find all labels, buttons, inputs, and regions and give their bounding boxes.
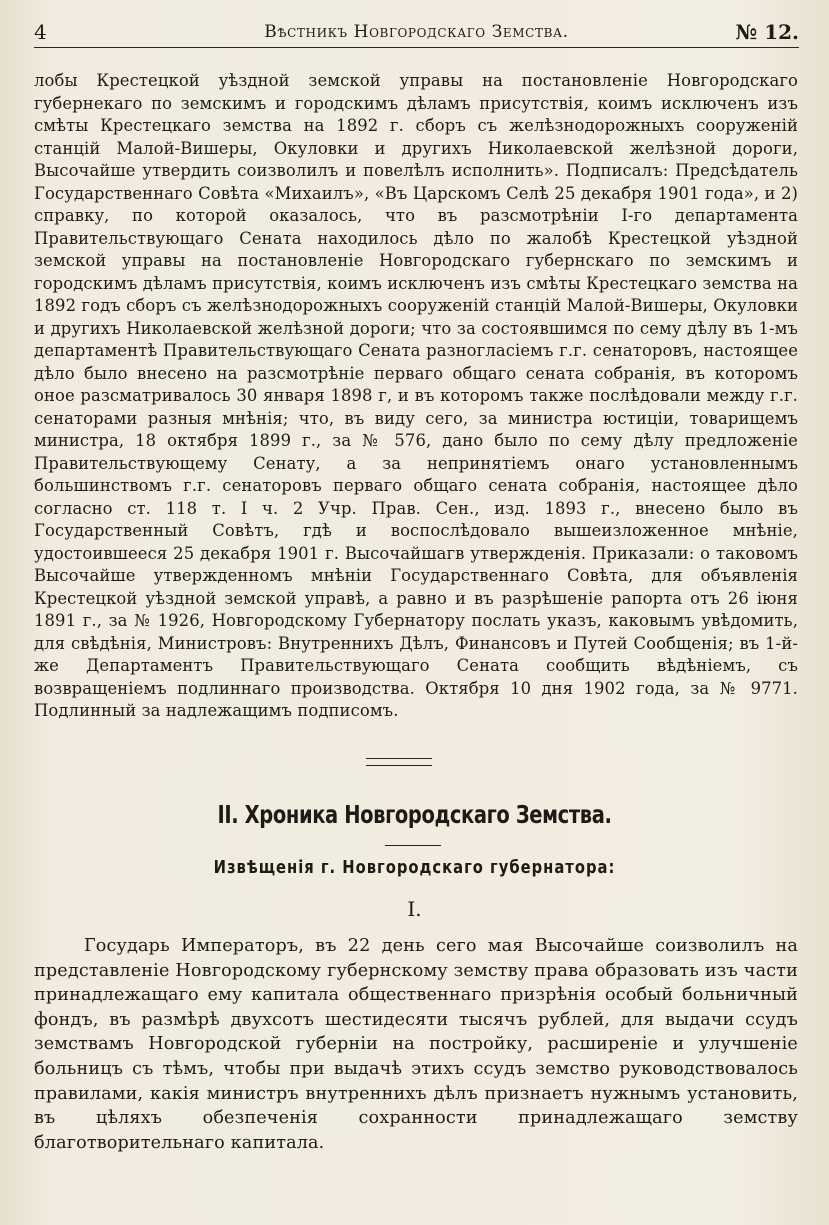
announcement-paragraph: Государь Императоръ, въ 22 день сего мая Высочайше соизволилъ на представленіе Новгородскому губернскому земству права образовать изъ части принадлежащаго ему капитала общественнаго призрѣнія особый больничный фондъ, въ размѣрѣ двухсотъ шестидесяти тысячъ рублей, для выдачи ссудъ земствамъ Новгородской губерніи на постройку, расширеніе и улучшеніе больницъ съ тѣмъ, чтобы при выдачѣ этихъ ссудъ земство руководствовалось правилами, какія министръ внутреннихъ дѣлъ признаетъ нужнымъ установить, въ цѣляхъ обезпеченія сохранности принадлежащаго земству благотворительнаго капитала.	[34, 936, 798, 1153]
running-header	[34, 20, 799, 48]
section-divider	[366, 758, 432, 766]
section-title: II. Хроника Новгородскаго Земства.	[217, 800, 612, 829]
subsection-title: Извѣщенія г. Новгородскаго губернатора:	[213, 857, 616, 878]
journal-title: Вѣстникъ Новгородскаго Земства.	[264, 22, 569, 42]
page-number: 4	[34, 20, 47, 44]
header-rule	[34, 47, 799, 48]
issue-number: № 12.	[735, 20, 799, 44]
title-rule	[385, 845, 441, 846]
item-numeral: I.	[407, 897, 422, 921]
body-paragraph: лобы Крестецкой уѣздной земской управы на постановленіе Новгородскаго губернекаго по земскимъ и городскимъ дѣламъ присутствія, коимъ исключенъ изъ смѣты Крестецкаго земства на 1892 г. сборъ съ желѣзнодорожныхъ сооруженій станцій Малой-Вишеры, Окуловки и другихъ Николаевской желѣзной дороги, Высочайше утвердить соизволилъ и повелѣлъ исполнить». Подписалъ: Предсѣдатель Государственнаго Совѣта «Михаилъ», «Въ Царскомъ Селѣ 25 декабря 1901 года», и 2) справку, по которой оказалось, что въ разсмотрѣніи I-го департамента Правительствующаго Сената находилось дѣло по жалобѣ Крестецкой уѣздной земской управы на постановленіе Новгородскаго губернскаго по земскимъ и городскимъ дѣламъ присутствія, коимъ исключенъ изъ смѣты Крестецкаго земства на 1892 годъ сборъ съ желѣзнодорожныхъ сооруженій станцій Малой-Вишеры, Окуловки и другихъ Николаевской желѣзной дороги; что за состоявшимся по сему дѣлу въ 1-мъ департаментѣ Правительствующаго Сената разногласіемъ г.г. сенаторовъ, настоящее дѣло было внесено на разсмотрѣніе перваго общаго сената собранія, въ которомъ оное разсматривалось 30 января 1898 г, и въ которомъ также послѣдовали между г.г. сенаторами разныя мнѣнія; что, въ виду сего, за министра юстиціи, товарищемъ министра, 18 октября 1899 г., за № 576, дано было по сему дѣлу предложеніе Правительствующему Сенату, а за непринятіемъ онаго установленнымъ большинствомъ г.г. сенаторовъ перваго общаго сената собранія, настоящее дѣло согласно ст. 118 т. I ч. 2 Учр. Прав. Сен., изд. 1893 г., внесено было въ Государственный Совѣтъ, гдѣ и воспослѣдовало вышеизложенное мнѣніе, удостоившееся 25 декабря 1901 г. Высочайшагв утвержденія. Приказали: о таковомъ Высочайше утвержденномъ мнѣніи Государственнаго Совѣта, для объявленія Крестецкой уѣздной земской управѣ, а равно и въ разрѣшеніе рапорта отъ 26 іюня 1891 г., за № 1926, Новгородскому Губернатору послать указъ, каковымъ увѣдомить, для свѣдѣнія, Министровъ: Внутреннихъ Дѣлъ, Финансовъ и Путей Сообщенія; въ 1-й-же Департаментъ Правительствующаго Сената сообщить вѣдѣніемъ, съ возвращеніемъ подлиннаго производства. Октября 10 дня 1902 года, за № 9771. Подлинный за надлежащимъ подписомъ.	[34, 71, 798, 720]
